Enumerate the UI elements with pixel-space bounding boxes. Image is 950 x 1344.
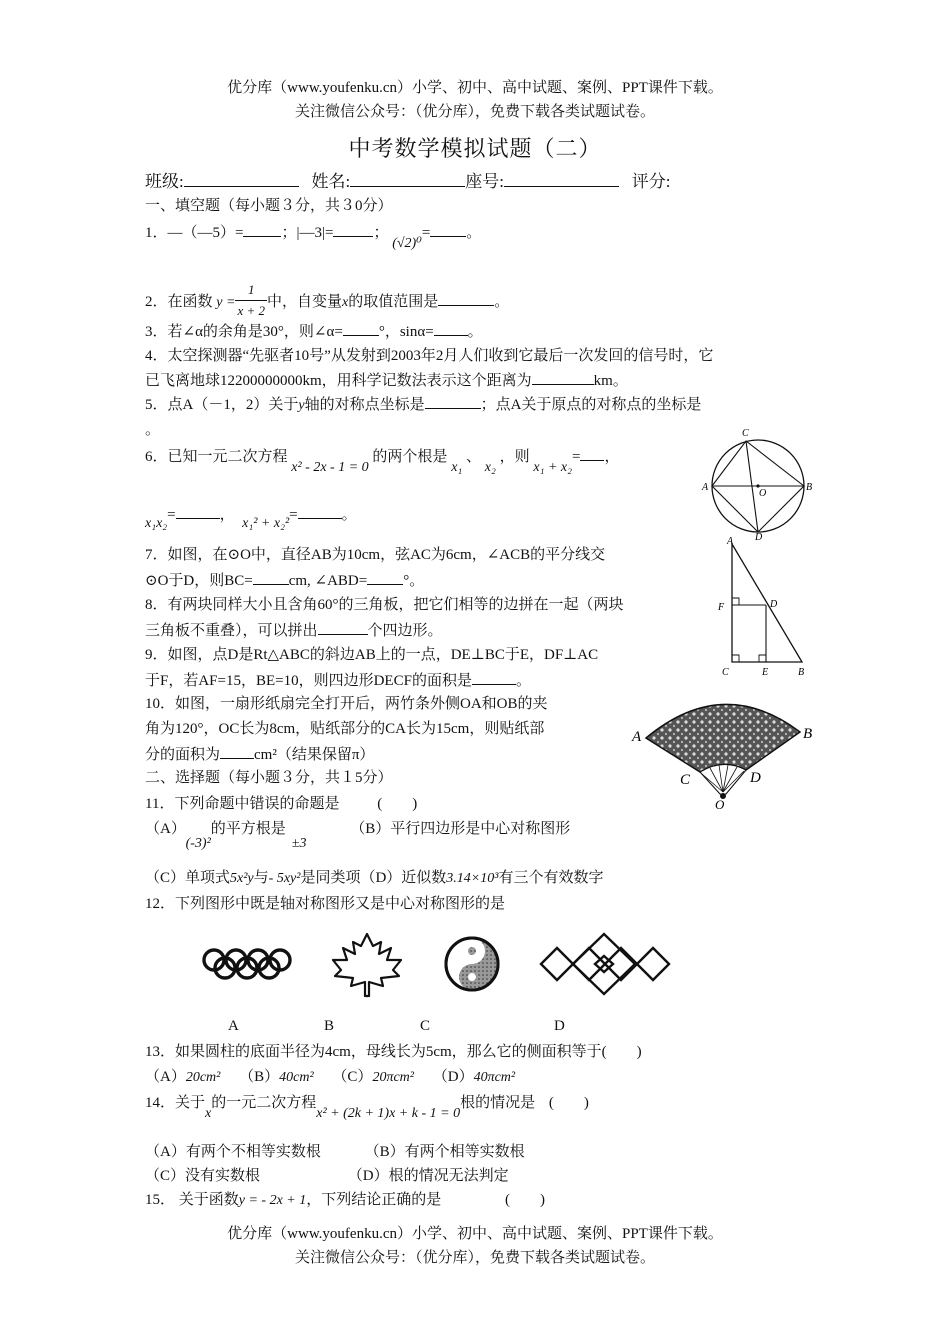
q9-text-a: 于F，若AF=15，BE=10，则四边形DECF的面积是 xyxy=(145,673,472,689)
fig10-label-d: D xyxy=(750,770,761,786)
fig10-label-b: B xyxy=(803,726,813,742)
seat-label: 座号: xyxy=(465,172,504,191)
q11-option-a-expr: (-3)² xyxy=(185,836,211,851)
q9-blank[interactable] xyxy=(472,670,516,685)
q6-root-2: x₂ xyxy=(484,460,496,475)
question-3 xyxy=(145,321,483,342)
q15-text-a: 15． 关于函数 xyxy=(145,1192,239,1208)
fig9-label-f: F xyxy=(718,602,725,613)
q10-blank[interactable] xyxy=(220,744,254,759)
fig6-label-d: D xyxy=(755,532,763,540)
question-14-options-ab xyxy=(145,1142,525,1162)
q2-text-d: 。 xyxy=(494,293,510,310)
q5-text-b: 轴的对称点坐标是 xyxy=(304,397,425,413)
q13-option-a-label[interactable]: （A） xyxy=(145,1069,186,1085)
q1-blank-1[interactable] xyxy=(243,222,281,237)
header-line-2: 关注微信公众号：（优分库），免费下载各类试题试卷。 xyxy=(294,104,655,120)
question-4-line-2 xyxy=(145,370,628,391)
q3-blank-2[interactable] xyxy=(434,321,468,336)
question-10-line-2: 角为120°，OC长为8cm，贴纸部分的CA长为15cm，则贴纸部 xyxy=(145,721,545,737)
q1-text-e: 。 xyxy=(466,225,482,241)
q5-blank-1[interactable] xyxy=(425,394,481,409)
q11-stem-text: 11．下列命题中错误的命题是 xyxy=(145,796,340,812)
q4-text-b: km。 xyxy=(593,373,628,389)
q11-option-c-label: （C）单项式 xyxy=(145,870,231,886)
q5-text-a: 5．点A（－1，2）关于 xyxy=(145,397,299,413)
q11-option-a-value: ±3 xyxy=(291,836,307,851)
question-9-line-1: 9．如图，点D是Rt△ABC的斜边AB上的一点，DE⊥BC于E，DF⊥AC xyxy=(145,647,599,663)
q12-option-c[interactable]: C xyxy=(420,1018,431,1034)
q11-option-a-label: （A） xyxy=(145,821,186,837)
q14-option-a[interactable]: （A）有两个不相等实数根 xyxy=(145,1144,321,1160)
q11-option-c-text-2: 是同类项（D）近似数 xyxy=(300,870,447,886)
q6-blank-2[interactable] xyxy=(176,504,220,519)
q8-text-b: 个四边形。 xyxy=(367,623,443,639)
question-14-options-cd xyxy=(145,1166,509,1186)
folding-fan-figure xyxy=(628,688,822,810)
q7-text-b: cm, ∠ABD= xyxy=(288,573,368,589)
section-1-heading: 一、填空题（每小题３分，共３0分） xyxy=(145,198,393,214)
q6-separator: 、 xyxy=(466,449,482,465)
q6-blank-3[interactable] xyxy=(298,504,342,519)
q6-blank-1[interactable] xyxy=(580,446,604,461)
name-field[interactable] xyxy=(350,172,465,187)
header-line-1: 优分库（www.youfenku.cn）小学、初中、高中试题、案例、PPT课件下载。 xyxy=(227,80,723,96)
question-7-line-1: 7．如图，在⊙O中，直径AB为10cm，弦AC为6cm，∠ACB的平分线交 xyxy=(145,547,606,563)
q13-option-d-value: 40πcm² xyxy=(473,1070,516,1085)
q6-sum-expr: x₁ + x₂ xyxy=(533,460,573,475)
q14-answer-paren[interactable]: ( ) xyxy=(548,1095,589,1111)
q5-text-c: ；点A关于原点的对称点的坐标是 xyxy=(480,397,702,413)
class-field[interactable] xyxy=(184,172,299,187)
question-11-options-cd xyxy=(145,868,603,889)
q13-option-b-label[interactable]: （B） xyxy=(239,1069,280,1085)
q2-blank[interactable] xyxy=(438,291,494,306)
maple-leaf-figure[interactable] xyxy=(327,930,407,1000)
q7-blank-1[interactable] xyxy=(253,570,289,585)
score-label: 评分: xyxy=(631,172,671,191)
fig6-label-c: C xyxy=(742,428,749,439)
q13-option-a-value: 20cm² xyxy=(185,1070,221,1085)
q14-equation: x² + (2k + 1)x + k - 1 = 0 xyxy=(316,1106,461,1121)
fig9-label-a: A xyxy=(727,536,734,547)
olympic-rings-figure[interactable] xyxy=(200,940,294,984)
q11-option-c-text-1: 与 xyxy=(253,870,269,886)
q6-text-i: 。 xyxy=(341,507,357,523)
fig10-label-a: A xyxy=(632,729,642,745)
class-label: 班级: xyxy=(145,172,184,191)
q10-text-a: 分的面积为 xyxy=(145,747,221,763)
q6-text-d: = xyxy=(572,449,581,465)
q14-text-a: 14．关于 xyxy=(145,1095,206,1111)
question-10-line-3 xyxy=(145,744,374,765)
footer-line-2: 关注微信公众号：（优分库），免费下载各类试题试卷。 xyxy=(294,1250,655,1266)
q11-option-d-text: 有三个有效数字 xyxy=(498,870,604,886)
q12-option-b[interactable]: B xyxy=(324,1018,335,1034)
q15-answer-paren[interactable]: ( ) xyxy=(505,1192,546,1208)
q1-text-b: ；|—3|= xyxy=(281,225,334,241)
seat-field[interactable] xyxy=(504,172,619,187)
q1-blank-3[interactable] xyxy=(430,222,466,237)
q6-product-expr: x₁x₂ xyxy=(145,516,168,531)
q2-function-y: y = xyxy=(216,294,236,310)
q6-text-e: ， xyxy=(604,449,620,465)
q3-text-b: °，sinα= xyxy=(378,324,434,340)
q15-text-b: ，下列结论正确的是 xyxy=(306,1192,442,1208)
fig9-label-c: C xyxy=(722,667,729,678)
diamond-chain-figure[interactable] xyxy=(537,932,671,996)
q5-variable: y xyxy=(298,398,305,413)
fig9-label-d: D xyxy=(770,599,778,610)
q3-text-c: 。 xyxy=(467,324,483,340)
q4-text-a: 已飞离地球12200000000km，用科学记数法表示这个距离为 xyxy=(145,373,532,389)
yin-yang-figure[interactable] xyxy=(442,934,502,994)
q6-text-b: 的两个根是 xyxy=(372,449,448,465)
q4-blank[interactable] xyxy=(532,370,594,385)
page-title: 中考数学模拟试题（二） xyxy=(348,136,602,161)
question-14-stem xyxy=(145,1093,589,1121)
q1-blank-2[interactable] xyxy=(333,222,373,237)
q3-text-a: 3．若∠α的余角是30°，则∠α= xyxy=(145,324,343,340)
q6-text-h: = xyxy=(289,507,298,523)
question-1 xyxy=(145,222,482,251)
q15-function: y = - 2x + 1 xyxy=(238,1193,307,1208)
q11-option-c-expr-1: 5x²y xyxy=(230,871,254,886)
question-7-line-2 xyxy=(145,570,424,591)
q14-variable: x xyxy=(205,1106,212,1121)
q6-equation: x² - 2x - 1 = 0 xyxy=(291,460,369,475)
question-4-line-1: 4．太空探测器“先驱者10号”从发射到2003年2月人们收到它最后一次发回的信号时，它 xyxy=(145,348,714,364)
q2-denominator: x + 2 xyxy=(237,303,265,318)
question-6-line-1 xyxy=(145,446,620,475)
fig6-label-o: O xyxy=(759,488,767,499)
q13-option-d-label[interactable]: （D） xyxy=(432,1069,474,1085)
q8-blank[interactable] xyxy=(318,620,368,635)
q13-option-c-value: 20πcm² xyxy=(372,1070,414,1085)
fig9-label-b: B xyxy=(798,667,805,678)
fig6-label-b: B xyxy=(806,482,813,493)
circle-figure xyxy=(700,428,820,540)
q10-text-b: cm²（结果保留π） xyxy=(254,747,375,763)
question-12-stem: 12．下列图形中既是轴对称图形又是中心对称图形的是 xyxy=(145,896,506,912)
q12-option-a[interactable]: A xyxy=(228,1018,239,1034)
question-5-line-1 xyxy=(145,394,701,416)
q13-option-b-value: 40cm² xyxy=(279,1070,314,1085)
question-8-line-2 xyxy=(145,620,443,641)
q11-answer-paren[interactable]: ( ) xyxy=(377,796,418,812)
q12-option-d[interactable]: D xyxy=(554,1018,565,1034)
q6-text-c: ，则 xyxy=(499,449,530,465)
q2-fraction xyxy=(235,280,267,321)
q2-text-c: 的取值范围是 xyxy=(348,293,439,310)
q1-text-d: = xyxy=(421,225,431,241)
fig9-label-e: E xyxy=(762,667,769,678)
question-8-line-1: 8．有两块同样大小且含角60°的三角板，把它们相等的边拼在一起（两块 xyxy=(145,597,624,613)
q7-blank-2[interactable] xyxy=(367,570,403,585)
q1-text-a: 1．—（—5）= xyxy=(145,225,244,241)
q11-option-a-text: 的平方根是 xyxy=(210,821,286,837)
q11-option-d-expr: 3.14×10³ xyxy=(446,871,499,886)
student-info-row xyxy=(145,172,670,192)
q7-text-c: °。 xyxy=(403,573,425,589)
footer-line-1: 优分库（www.youfenku.cn）小学、初中、高中试题、案例、PPT课件下载。 xyxy=(227,1226,723,1242)
q8-text-a: 三角板不重叠），可以拼出 xyxy=(145,623,318,639)
q11-option-b: （B）平行四边形是中心对称图形 xyxy=(350,821,571,837)
fig10-label-c: C xyxy=(680,772,691,788)
q14-text-c: 根的情况是 xyxy=(460,1095,536,1111)
question-13-stem: 13．如果圆柱的底面半径为4cm，母线长为5cm，那么它的侧面积等于( ) xyxy=(145,1044,642,1060)
q7-text-a: ⊙O于D，则BC= xyxy=(145,573,253,589)
q13-option-c-label[interactable]: （C） xyxy=(332,1069,373,1085)
q1-text-c: ； xyxy=(373,225,389,241)
question-9-line-2 xyxy=(145,670,531,691)
question-13-options xyxy=(145,1067,515,1088)
q6-text-g: ， xyxy=(219,507,235,523)
q6-square-sum-expr: x₁² + x₂² xyxy=(242,516,290,531)
q14-option-d[interactable]: （D）根的情况无法判定 xyxy=(347,1168,509,1184)
question-6-line-2 xyxy=(145,504,357,531)
q14-text-b: 的一元二次方程 xyxy=(211,1095,317,1111)
q2-variable: x xyxy=(342,294,349,310)
section-2-heading: 二、选择题（每小题３分，共１5分） xyxy=(145,770,393,786)
question-5-line-2: 。 xyxy=(145,422,161,438)
q6-text-a: 6．已知一元二次方程 xyxy=(145,449,288,465)
fig10-label-o: O xyxy=(715,797,725,810)
question-15-stem xyxy=(145,1190,545,1211)
fig6-label-a: A xyxy=(702,482,709,493)
q3-blank-1[interactable] xyxy=(343,321,379,336)
q14-option-b[interactable]: （B）有两个相等实数根 xyxy=(364,1144,525,1160)
q2-text-a: 2．在函数 xyxy=(145,293,213,310)
question-11-stem xyxy=(145,794,417,814)
question-11-options-ab xyxy=(145,819,571,851)
q1-expression: (√2)⁰ xyxy=(392,236,422,251)
q9-text-b: 。 xyxy=(515,673,531,689)
q11-option-c-expr-2: - 5xy² xyxy=(268,871,301,886)
q6-root-1: x₁ xyxy=(451,460,463,475)
q2-text-b: 中，自变量 xyxy=(266,293,342,310)
q14-option-c[interactable]: （C）没有实数根 xyxy=(145,1168,261,1184)
q6-text-f: = xyxy=(167,507,176,523)
right-triangle-figure xyxy=(712,534,814,680)
question-2 xyxy=(145,282,509,323)
q2-numerator: 1 xyxy=(235,280,267,301)
question-10-line-1: 10．如图，一扇形纸扇完全打开后，两竹条外侧OA和OB的夹 xyxy=(145,696,548,712)
name-label: 姓名: xyxy=(311,172,351,191)
